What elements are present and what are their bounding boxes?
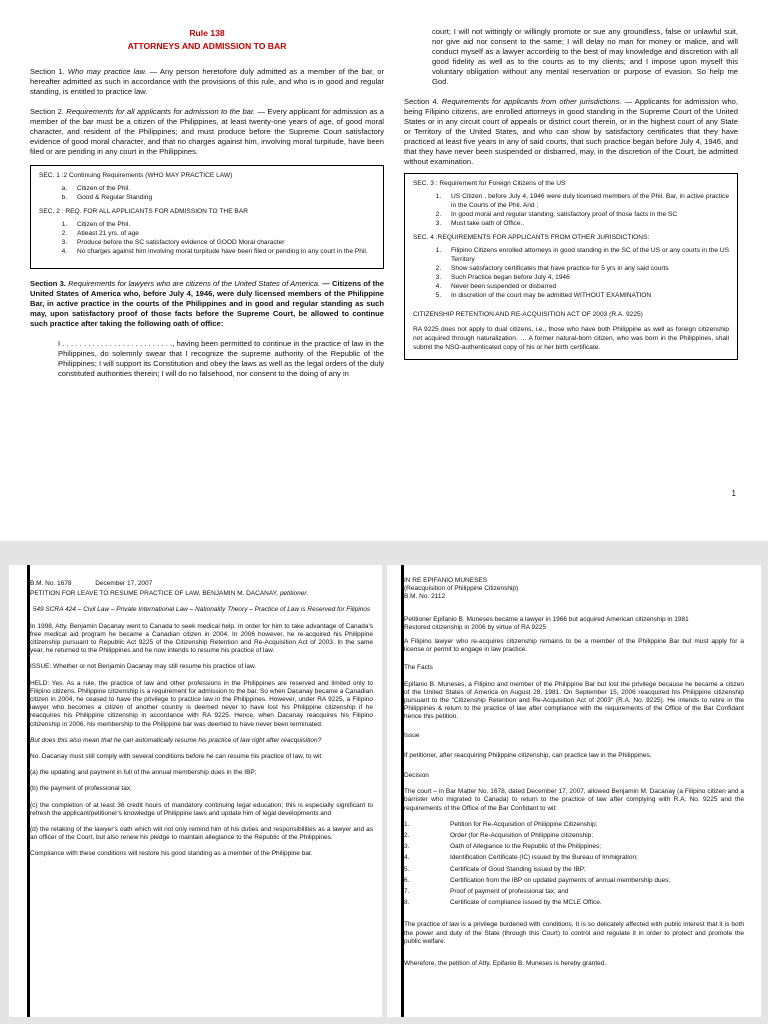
oath-text: I . . . . . . . . . . . . . . . . . . . . . . . . . ., having been permitted to continue in the practice of law in the Philippines, do solemnly swear that I recognize the supreme authority of the Republic of the Philippines; I will support its Constitution and obey the laws as well as the legal orders of the duly constituted authorities therein; I will do no falsehood, nor consent to the doing of any in [58,339,384,378]
list-item: 1. Citizen of the Phil. [69,220,375,229]
list-item: 2. Order (for Re-Acquisition of Philippine citizenship; [404,832,594,840]
case-facts: In 1998, Atty. Benjamin Dacanay went to Canada to seek medical help. In order for him to take advantage of Canada's free medical aid program he became a Canadian citizen in 2004. In 2006 however, he re-acquired his Philippine citizenship pursuant to Republic Act 9225 of the Citizenship Retention and Re-Acquisition Act of 2003. In the same year, he returned to the Philippines and he now intends to resume his practice of law. [30,622,373,655]
list-item: 4. No charges against him involving moral turpitude have been filed or pending in any court in the Phil. [69,247,375,256]
issue-heading: Issue [404,731,420,739]
document-page-2-left [9,565,382,1017]
page-number: 1 [731,489,736,498]
list-item: 3. Produce before the SC satisfactory evidence of GOOD Moral character [69,238,375,247]
page1-left-column [30,0,384,379]
list-item: b. Good & Regular Standing [69,193,375,202]
bar-matter-number: B.M. No. 2112 [404,593,446,601]
rule-heading: ATTORNEYS AND ADMISSION TO BAR [127,41,287,51]
closing-text: The practice of law is a privilege burdened with conditions. It is so delicately affected with public interest that it is both the power and duty of the State (through this Court) to control and regulate it in order to protect and promote the public welfare. [404,921,744,945]
summary-box-sec1-2 [30,165,384,269]
case-title: IN RE EPIFANIO MUNESES [404,577,488,584]
box-list [39,220,375,256]
section-2: Section 2. Requirements for all applicants for admission to the bar. — Every applicant for admission as a member of the bar must be a citizen of the Philippines, at least twenty-one years of age, of good moral character, and resident of the Philippines; and must produce before the Supreme Court satisfactory evidence of good moral character, and that no charges against him, involving moral turpitude, have been filed or are pending in any court in the Philippines. [30,107,384,156]
muneses-case [404,577,744,976]
intro-line: Restored citizenship in 2006 by virtue of RA 9225 [404,623,547,631]
summary-box-sec3-4 [404,173,738,360]
list-item: 6. Certification from the IBP on updated payments of annual membership dues; [404,876,671,884]
list-item: 3. Must take oath of Office.. [443,219,729,228]
case-question: But does this also mean that he can automatically resume his practice of law right after reacquisition? [30,736,322,744]
list-item: 4. Identification Certificate (IC) issued by the Bureau of Immigration; [404,854,638,862]
compliance-note: Compliance with these conditions will restore his good standing as a member of the Philippine bar. [30,850,313,858]
box-list [39,184,375,202]
case-held: HELD: Yes. As a rule, the practice of law and other professions in the Philippines are reserved and limited only to Filipino citizens. Philippine citizenship is a requirement for admission to the bar. So when Dacanay became a Canadian citizen in 2004, he ceased to have the privilege to practice law in the Philippines. However, under RA 9225, a Filipino lawyer who becomes a citizen of another country is deemed never to have lost his Philippine citizenship if he reacquires his Philippine citizenship in accordance with RA 9225. Hence, when Dacanay reacquires his Filipino citizenship in 2006, his membership to the Philippine bar was deemed to have never been terminated. [30,679,373,728]
list-item: 5. In discretion of the court may be admitted WITHOUT EXAMINATION [443,291,729,300]
box-heading: SEC. 3 : Requirement for Foreign Citizens of the US [413,180,566,187]
box-heading: SEC. 1 :2 Continuing Requirements (WHO MAY PRACTICE LAW) [39,172,233,179]
list-item: 2. Atleast 21 yrs. of age [69,229,375,238]
list-item: 2. In good moral and regular standing, satisfactory proof of those facts in the SC [443,210,729,219]
case-answer: No. Dacanay must still comply with several conditions before he can resume his practice of law, to wit: [30,753,323,761]
list-item: 5. Certificate of Good Standing issued by the IBP; [404,865,586,873]
list-item: 8. Certificate of compliance issued by the MCLE Office. [404,899,602,907]
issue-text: If petitioner, after reacquiring Philippine citizenship, can practice law in the Philippines. [404,751,652,759]
case-issue: ISSUE: Whether or not Benjamin Dacanay may still resume his practice of law. [30,663,257,671]
list-item: 4. Never been suspended or disbarred [443,282,729,291]
case-subtitle: (Reacquisition of Philippine Citizenship) [404,585,519,593]
list-item: 3. Such Practice began before July 4, 1946 [443,273,729,282]
condition-a: (a) the updating and payment in full of the annual membership dues in the IBP; [30,769,257,777]
petition-caption: PETITION FOR LEAVE TO RESUME PRACTICE OF LAW, BENJAMIN M. DACANAY, petitioner. [30,590,309,598]
page1-right-column [404,0,738,360]
condition-d: (d) the retaking of the lawyer's oath which will not only remind him of his duties and responsibilities as a lawyer and as an officer of the Court, but also renew his pledge to maintain allegiance to the Republic of the Philippines. [30,826,373,842]
list-item: 2. Show satisfactory certificates that have practice for 5 yrs in any said courts [443,264,729,273]
list-item: 1. Petition for Re-Acquisition of Philippine Citizenship; [404,820,598,828]
list-item: 3. Oath of Allegiance to the Republic of the Philippines; [404,843,602,851]
ra-9225-note: RA 9225 does not apply to dual citizens, i.e., those who have both Philippine as well as foreign citizenship not acquired through naturalization. … A former natural-born citizen, who was born in the Philippines, shall submit the NSO-authenticated copy of his or her birth certificate. [413,326,729,351]
rule-title: Rule 138 [189,28,225,38]
wherefore-text: Wherefore, the petition of Atty. Epifanio B. Muneses is hereby granted. [404,960,607,968]
box-heading: SEC. 4 :REQUIREMENTS FOR APPLICANTS FROM OTHER JURISDICTIONS: [413,234,650,241]
requirements-list [404,821,744,908]
section-4: Section 4. Requirements for applicants from other jurisdictions. — Applicants for admission who, being Filipino citizens, are enrolled attorneys in good standing in the Supreme Court of the United States or in any circuit court of appeals or district court therein, or in the highest court of any State or Territory of the United States, and who can show by satisfactory certificates that they have practiced at least five years in any of said courts, that such practice began before July 4, 1946, and that they have never been suspended or disbarred, may, in the discretion of the Court, be admitted without examination. [404,97,738,166]
box-heading: CITIZENSHIP RETENTION AND RE-ACQUISITION ACT OF 2003 (R.A. 9225) [413,311,643,318]
list-item: 1. Filipino Citizens enrolled attorneys in good standing in the SC of the US or any courts in the US Territory [443,246,729,264]
box-heading: SEC. 2 : REQ. FOR ALL APPLICANTS FOR ADMISSION TO THE BAR [39,208,248,215]
facts-text: Epifanio B. Muneses, a Filipino and member of the Philippine Bar but lost the privilege because he became a citizen of the United States of America on August 28, 1981. On September 15, 2006 reacquired his Philippine citizenship pursuant to the "Citizenship Retention and Re-Acquisition Act of 2003" (R.A. No. 9225). He intends to retire in the Philippines & return to the practice of law after compliance with the requirements of the Office of the Bar Confidant hence this petition. [404,680,744,721]
bar-matter-number: B.M. No. 1678 [30,580,72,587]
facts-heading: The Facts [404,664,433,672]
decision-date: December 17, 2007 [95,580,153,587]
list-item: a. Citizen of the Phil. [69,184,375,193]
condition-c: (c) the completion of at least 36 credit hours of mandatory continuing legal education; this is especially significant to refresh the applicant/petitioner's knowledge of Philippine laws and update him of legal developments and [30,801,373,817]
section-3: Section 3. Requirements for lawyers who are citizens of the United States of America. — Citizens of the United States of America who, before July 4, 1946, were duly licensed members of the Philippine Bar, in active practice in the courts of the Philippines and in good and regular standing as such may, upon satisfactory proof of those facts before the Supreme Court, be allowed to continue such practice after taking the following oath of office: [30,279,384,328]
intro-line: Petitioner Epifanio B. Muneses became a lawyer in 1966 but acquired American citizenship in 1981 [404,615,689,623]
case-citation: 549 SCRA 424 – Civil Law – Private International Law – Nationality Theory – Practice of Law is Reserved for Filipinos [32,606,371,614]
box-list [413,246,729,300]
oath-continuation: court; I will not wittingly or willingly promote or sue any groundless, false or unlawful suit, nor give aid nor consent to the same; I will delay no man for money or malice, and will conduct myself as a lawyer according to the best of may knowledge and discretion with all good fidelity as well as to the courts as to my clients; and I impose upon myself this voluntary obligation without any mental reservation or purpose of evasion. So help me God. [432,27,738,86]
box-list [413,192,729,228]
list-item: 7. Proof of payment of professional tax; and [404,888,569,896]
decision-text: The court – in Bar Matter No. 1678, dated December 17, 2007, allowed Benjamin M. Dacanay (a Filipino citizen and a barrister who migrated to Canada) to return to the practice of law after complying with R.A. No. 9225 and the requirements of the Office of the Bar Confidant to wit: [404,788,744,812]
section-1: Section 1. Who may practice law. — Any person heretofore duly admitted as a member of the bar, or hereafter admitted as such in accordance with the provisions of this rule, and who is in good and regular standing, is entitled to practice law. [30,67,384,96]
intro-note: A Filipino lawyer who re-acquires citizenship remains to be a member of the Philippine Bar but must apply for a license or permit to engage in law practice. [404,638,744,654]
decision-heading: Decision [404,772,429,780]
list-item: 1. US Citizen , before July 4, 1946 were duly licensed members of the Phil. Bar, in active practice in the Courts of the Phil. And ; [443,192,729,210]
condition-b: (b) the payment of professional tax; [30,785,132,793]
dacanay-case [30,580,373,867]
document-page-2-right [387,565,761,1017]
